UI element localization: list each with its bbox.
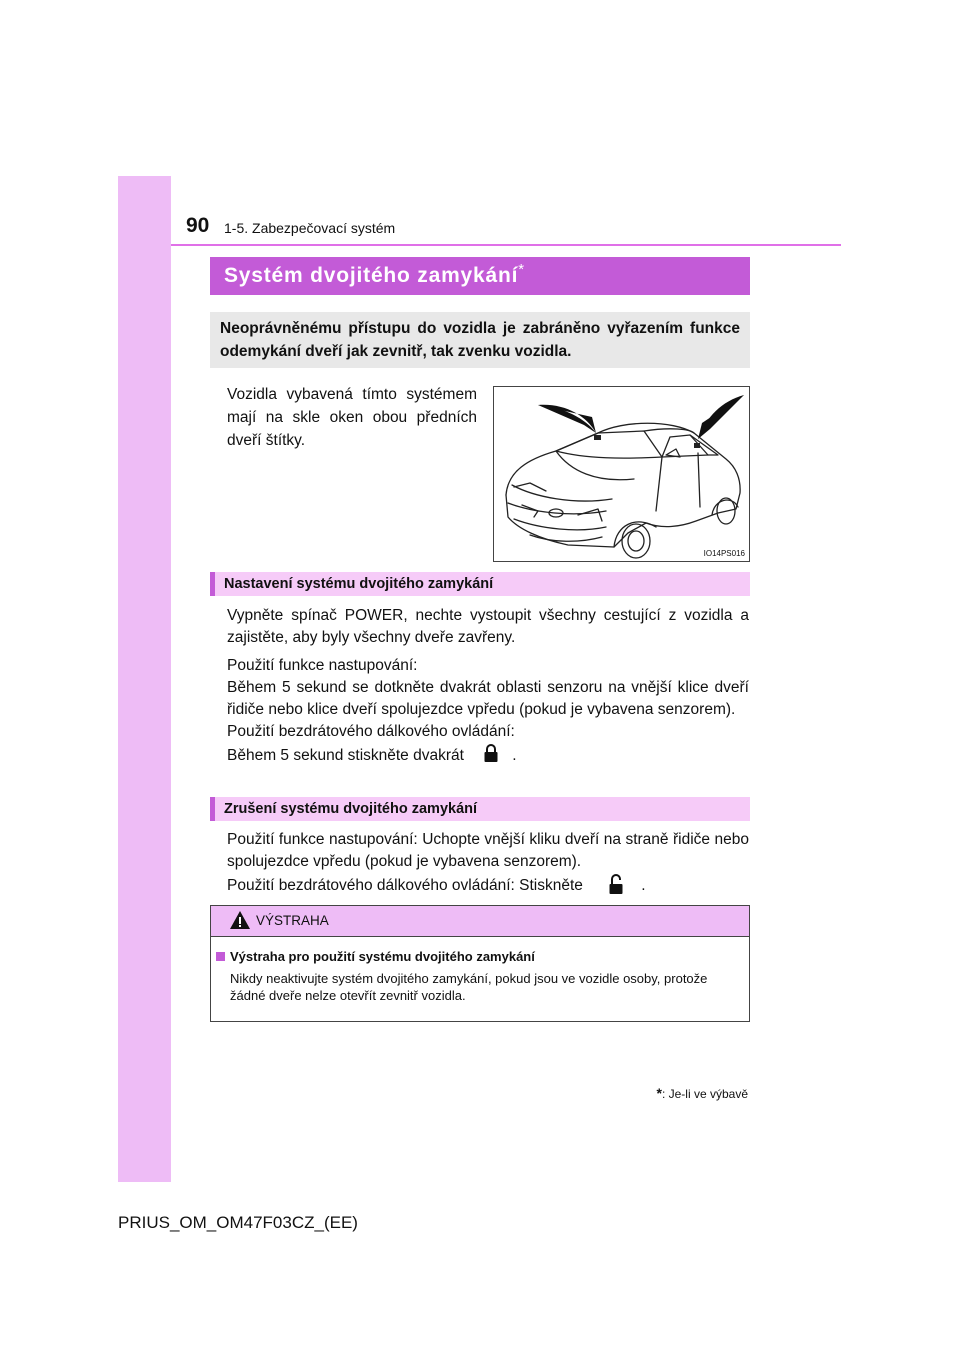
figure-code: IO14PS016 xyxy=(703,549,745,558)
cancel-text-2-main: Použití bezdrátového dálkového ovládání: Stiskněte xyxy=(227,877,583,894)
warning-header xyxy=(211,906,749,937)
warning-triangle-icon xyxy=(229,910,251,930)
intro-box xyxy=(210,312,750,368)
setup-heading-text: Nastavení systému dvojitého zamykání xyxy=(224,576,494,592)
cancel-heading-text: Zrušení systému dvojitého zamykání xyxy=(224,801,478,817)
header-rule xyxy=(171,244,841,246)
cancel-text-2 xyxy=(227,873,749,897)
cancel-heading xyxy=(210,797,750,821)
intro-text: Neoprávněnému přístupu do vozidla je zabráněno vyřazením funkce odemykání dveří jak zevnitř, tak zvenku vozidla. xyxy=(220,320,740,360)
setup-text-4: Použití bezdrátového dálkového ovládání: xyxy=(227,723,515,740)
setup-text-5-end: . xyxy=(512,747,517,764)
unlock-icon xyxy=(599,873,633,895)
car-illustration xyxy=(494,387,749,561)
title-bar xyxy=(210,257,750,295)
setup-heading xyxy=(210,572,750,596)
title-asterisk: * xyxy=(518,261,525,278)
setup-text-2: Použití funkce nastupování: xyxy=(227,657,418,674)
footnote xyxy=(657,1085,749,1101)
footer-code: PRIUS_OM_OM47F03CZ_(EE) xyxy=(118,1213,358,1232)
car-figure xyxy=(493,386,750,562)
cancel-steps xyxy=(227,829,749,897)
setup-text-5-main: Během 5 sekund stiskněte dvakrát xyxy=(227,747,464,764)
warning-title xyxy=(216,949,535,964)
page-number: 90 xyxy=(186,214,210,237)
setup-steps xyxy=(227,655,749,767)
side-tab xyxy=(118,176,171,1182)
warning-title-text: Výstraha pro použití systému dvojitého zamykání xyxy=(230,949,535,964)
cancel-text-2-end: . xyxy=(641,877,646,894)
section-title: 1-5. Zabezpečovací systém xyxy=(224,220,396,236)
lock-icon xyxy=(474,743,508,765)
setup-text-5 xyxy=(227,743,749,767)
cancel-text-1: Použití funkce nastupování: Uchopte vnější kliku dveří na straně řidiče nebo spolujezdce vpředu (pokud je vybavena senzorem). xyxy=(227,831,749,870)
warning-body: Nikdy neaktivujte systém dvojitého zamykání, pokud jsou ve vozidle osoby, protože žádné dveře nelze otevřít zevnitř vozidla. xyxy=(230,971,708,1003)
warning-label: VÝSTRAHA xyxy=(256,913,329,928)
setup-paragraph xyxy=(227,605,749,649)
page-title: Systém dvojitého zamykání xyxy=(224,264,519,287)
setup-text-3: Během 5 sekund se dotkněte dvakrát oblasti senzoru na vnější klice dveří řidiče nebo klice dveří spolujezdce vpředu (pokud je vybavena senzorem). xyxy=(227,679,749,718)
footnote-asterisk: * xyxy=(656,1085,662,1101)
bullet-square-icon xyxy=(216,952,225,961)
footnote-text: : Je-li ve výbavě xyxy=(661,1087,748,1101)
setup-text-1: Vypněte spínač POWER, nechte vystoupit všechny cestující z vozidla a zajistěte, aby byly všechny dveře zavřeny. xyxy=(227,607,749,646)
warning-box xyxy=(210,905,750,1022)
car-label-text: Vozidla vybavená tímto systémem mají na skle oken obou předních dveří štítky. xyxy=(227,386,477,449)
